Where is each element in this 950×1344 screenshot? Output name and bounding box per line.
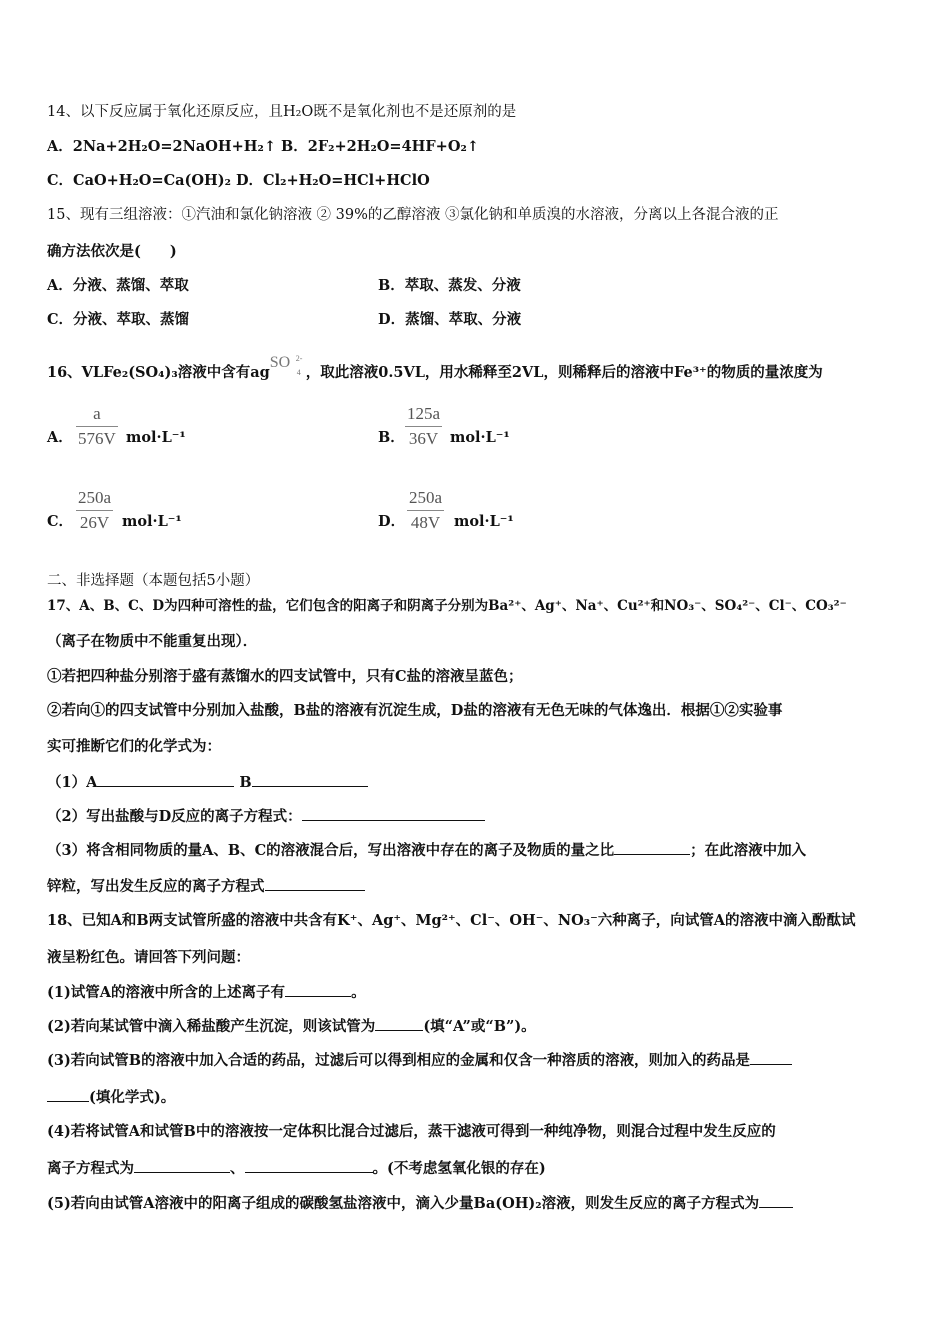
q15-stem-line1: 15、现有三组溶液：①汽油和氯化钠溶液 ② 39%的乙醇溶液 ③氯化钠和单质溴的水溶液，分离以上各混合液的正: [47, 207, 779, 223]
q17-condition-2-line2: 实可推断它们的化学式为：: [47, 738, 221, 755]
q14-options-cd: C．CaO+H₂O=Ca(OH)₂ D．Cl₂+H₂O=HCl+HClO: [47, 172, 430, 189]
section-heading: 二、非选择题（本题包括5小题）: [47, 573, 260, 589]
q18-part-3-line2: (填化学式)。: [47, 1087, 907, 1108]
q15-option-a: A．分液、蒸馏、萃取: [47, 277, 189, 294]
q16-stem-pre: 16、VLFe₂(SO₄)₃溶液中含有ag: [47, 364, 270, 381]
q16-option-b-unit: mol·L⁻¹: [450, 429, 510, 446]
sulfate-ion-formula: SO 2- 4: [269, 354, 303, 377]
q18-part-4-line1: (4)若将试管A和试管B中的溶液按一定体积比混合过滤后，蒸干滤液可得到一种纯净物，则混合过程中发生反应的: [47, 1123, 776, 1140]
answer-blank[interactable]: [750, 1050, 792, 1065]
q17-part-1: （1）A B: [47, 772, 907, 793]
q15-option-c: C．分液、萃取、蒸馏: [47, 311, 190, 328]
q16-option-a-unit: mol·L⁻¹: [126, 429, 186, 446]
q17-part-3-line1: （3）将含相同物质的量A、B、C的溶液混合后，写出溶液中存在的离子及物质的量之比 ；在此溶液中加入: [47, 842, 807, 859]
q18-stem-line2: 液呈粉红色。请回答下列问题：: [47, 949, 250, 966]
q17-stem-line2: （离子在物质中不能重复出现）．: [47, 633, 258, 650]
q14-options-ab: A．2Na+2H₂O=2NaOH+H₂↑ B．2F₂+2H₂O=4HF+O₂↑: [47, 138, 479, 155]
answer-blank[interactable]: [252, 772, 368, 787]
q16-stem-post: ，取此溶液0.5VL，用水稀释至2VL，则稀释后的溶液中Fe³⁺的物质的量浓度为: [305, 364, 823, 381]
q16-option-b-fraction: 125a 36V: [407, 404, 441, 448]
q15-option-b: B．萃取、蒸发、分液: [378, 277, 521, 294]
q15-option-d: D．蒸馏、萃取、分液: [378, 311, 522, 328]
q18-stem-line1: 18、已知A和B两支试管所盛的溶液中共含有K⁺、Ag⁺、Mg²⁺、Cl⁻、OH⁻、NO₃⁻六种离子，向试管A的溶液中滴入酚酞试: [47, 912, 856, 929]
answer-blank[interactable]: [285, 982, 351, 997]
q17-stem-line1: 17、A、B、C、D为四种可溶性的盐，它们包含的阳离子和阴离子分别为Ba²⁺、Ag⁺、Na⁺、Cu²⁺和NO₃⁻、SO₄²⁻、Cl⁻、CO₃²⁻: [47, 598, 847, 614]
q18-part-4-line2: 离子方程式为 、 。(不考虑氢氧化银的存在): [47, 1160, 546, 1177]
q17-part-2: （2）写出盐酸与D反应的离子方程式：: [47, 806, 907, 827]
q16-stem: [47, 354, 907, 383]
answer-blank[interactable]: [97, 772, 234, 787]
answer-blank[interactable]: [245, 1158, 373, 1173]
answer-blank[interactable]: [375, 1016, 423, 1031]
answer-blank[interactable]: [759, 1193, 793, 1208]
q15-stem-line2: 确方法依次是( ): [47, 243, 177, 260]
q17-part-3-line2: 锌粒，写出发生反应的离子方程式: [47, 876, 907, 897]
answer-blank[interactable]: [134, 1158, 230, 1173]
answer-blank[interactable]: [302, 806, 485, 821]
q16-option-d-label: D．: [378, 513, 406, 530]
q16-option-c-label: C．: [47, 513, 74, 530]
q16-option-c-fraction: 250a 26V: [78, 488, 112, 532]
q18-part-5: (5)若向由试管A溶液中的阳离子组成的碳酸氢盐溶液中，滴入少量Ba(OH)₂溶液，则发生反应的离子方程式为: [47, 1193, 907, 1214]
q17-condition-1: ①若把四种盐分别溶于盛有蒸馏水的四支试管中，只有C盐的溶液呈蓝色；: [47, 668, 523, 685]
q17-condition-2-line1: ②若向①的四支试管中分别加入盐酸，B盐的溶液有沉淀生成，D盐的溶液有无色无味的气体逸出．根据①②实验事: [47, 702, 783, 719]
q18-part-2: (2)若向某试管中滴入稀盐酸产生沉淀，则该试管为 (填“A”或“B”)。: [47, 1018, 536, 1035]
q16-option-d-unit: mol·L⁻¹: [454, 513, 514, 530]
q16-option-a-label: A．: [47, 429, 73, 446]
q18-part-3-line1: (3)若向试管B的溶液中加入合适的药品，过滤后可以得到相应的金属和仅含一种溶质的溶液，则加入的药品是: [47, 1050, 907, 1071]
answer-blank[interactable]: [265, 876, 365, 891]
answer-blank[interactable]: [47, 1087, 89, 1102]
q14-stem: 14、以下反应属于氧化还原反应，且H₂O既不是氧化剂也不是还原剂的是: [47, 104, 517, 120]
answer-blank[interactable]: [614, 840, 690, 855]
q16-option-c-unit: mol·L⁻¹: [122, 513, 182, 530]
q18-part-1: (1)试管A的溶液中所含的上述离子有 。: [47, 984, 366, 1001]
q16-option-b-label: B．: [378, 429, 405, 446]
q16-option-d-fraction: 250a 48V: [409, 488, 443, 532]
q16-option-a-fraction: a 576V: [78, 404, 116, 448]
